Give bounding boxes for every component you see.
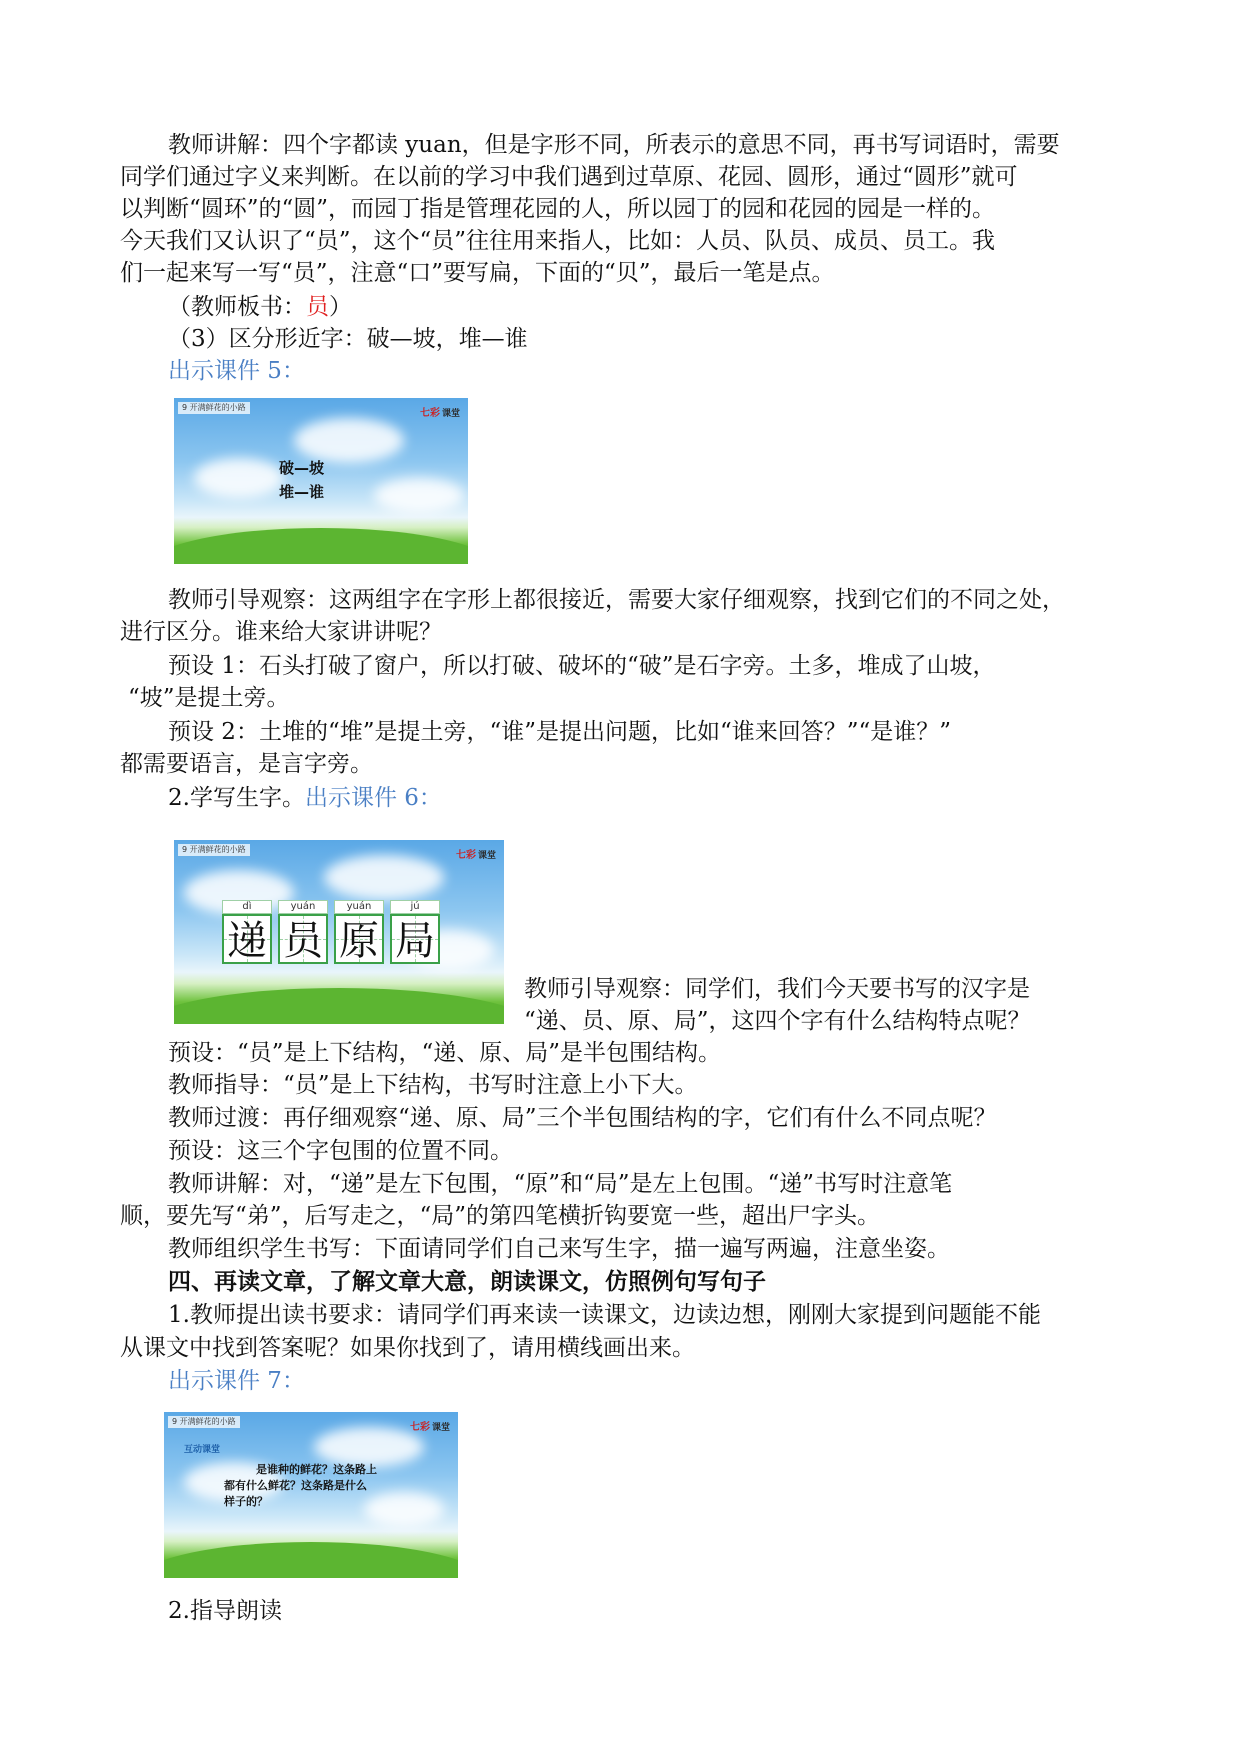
- paragraph-line: 预设：这三个字包围的位置不同。: [168, 1138, 513, 1164]
- slide-tab-label: 9 开满鲜花的小路: [178, 844, 250, 856]
- paragraph-line: 们一起来写一写“员”，注意“口”要写扁，下面的“贝”，最后一笔是点。: [120, 260, 835, 286]
- board-note: [168, 290, 352, 324]
- character-box: 原: [334, 914, 384, 964]
- pinyin-box: yuán: [278, 900, 328, 914]
- slide-logo: 七彩 课堂: [455, 850, 496, 861]
- section-heading-4: 四、再读文章，了解文章大意，朗读课文，仿照例句写句子: [168, 1268, 766, 1295]
- slide-text: 堆—谁: [279, 483, 325, 501]
- paragraph-line: 教师讲解：对，“递”是左下包围，“原”和“局”是左上包围。“递”书写时注意笔: [168, 1171, 953, 1197]
- character-box: 递: [222, 914, 272, 964]
- paragraph-line: 预设 2：土堆的“堆”是提土旁，“谁”是提出问题，比如“谁来回答？”“是谁？”: [168, 719, 952, 745]
- slide-text: 是谁种的鲜花？这条路上: [256, 1463, 377, 1476]
- paragraph-line: “坡”是提土旁。: [128, 685, 290, 711]
- slide-tab-label: 9 开满鲜花的小路: [168, 1416, 240, 1428]
- show-slide-7-label: 出示课件 7：: [168, 1368, 305, 1394]
- board-char: 员: [306, 294, 329, 320]
- slide-6-image: [174, 840, 504, 1024]
- character-box: 员: [278, 914, 328, 964]
- slide-text: 破—坡: [279, 459, 325, 477]
- paragraph-line: 以判断“圆环”的“圆”，而园丁指是管理花园的人，所以园丁的园和花园的园是一样的。: [120, 196, 996, 222]
- show-slide-5-label: 出示课件 5：: [168, 358, 305, 384]
- pinyin-box: yuán: [334, 900, 384, 914]
- paragraph-line: “递、员、原、局”，这四个字有什么结构特点呢？: [524, 1008, 1031, 1034]
- paragraph-line: 同学们通过字义来判断。在以前的学习中我们遇到过草原、花园、圆形，通过“圆形”就可: [120, 164, 1018, 190]
- paragraph-line: 预设：“员”是上下结构，“递、原、局”是半包围结构。: [168, 1040, 722, 1066]
- paragraph-line: 今天我们又认识了“员”，这个“员”往往用来指人，比如：人员、队员、成员、员工。我: [120, 228, 996, 254]
- learn-write-text: 2.学写生字。: [168, 785, 305, 811]
- paragraph-line: 从课文中找到答案呢？如果你找到了，请用横线画出来。: [120, 1335, 695, 1361]
- paragraph-line: 教师过渡：再仔细观察“递、原、局”三个半包围结构的字，它们有什么不同点呢？: [168, 1105, 997, 1131]
- paragraph-line: 预设 1：石头打破了窗户，所以打破、破坏的“破”是石字旁。土多，堆成了山坡，: [168, 653, 996, 679]
- paragraph-line: 教师引导观察：同学们，我们今天要书写的汉字是: [524, 976, 1030, 1002]
- paragraph-line: 教师指导：“员”是上下结构，书写时注意上小下大。: [168, 1072, 698, 1098]
- show-slide-6-label: 出示课件 6：: [304, 785, 442, 811]
- character-box: 局: [390, 914, 440, 964]
- board-suffix: ）: [329, 294, 352, 320]
- slide-logo: 七彩 课堂: [409, 1422, 450, 1433]
- slide-badge: 互动课堂: [184, 1445, 221, 1455]
- paragraph-line: 1.教师提出读书要求：请同学们再来读一读课文，边读边想，刚刚大家提到问题能不能: [168, 1302, 1041, 1328]
- slide-text: 都有什么鲜花？这条路是什么: [224, 1479, 367, 1492]
- paragraph-line: 教师讲解：四个字都读 yuan，但是字形不同，所表示的意思不同，再书写词语时，需要: [168, 132, 1060, 158]
- item-3: （3）区分形近字：破—坡，堆—谁: [168, 326, 528, 352]
- learn-write-line: [168, 781, 442, 815]
- pinyin-box: dì: [222, 900, 272, 914]
- board-prefix: （教师板书：: [168, 294, 306, 320]
- paragraph-line: 进行区分。谁来给大家讲讲呢？: [120, 619, 442, 645]
- paragraph-line: 顺，要先写“弟”，后写走之，“局”的第四笔横折钩要宽一些，超出尸字头。: [120, 1203, 881, 1229]
- pinyin-box: jú: [390, 900, 440, 914]
- paragraph-line: 教师组织学生书写：下面请同学们自己来写生字，描一遍写两遍，注意坐姿。: [168, 1236, 950, 1262]
- slide-tab-label: 9 开满鲜花的小路: [178, 402, 250, 414]
- slide-7-image: [164, 1412, 458, 1578]
- paragraph-line: 教师引导观察：这两组字在字形上都很接近，需要大家仔细观察，找到它们的不同之处，: [168, 587, 1065, 613]
- paragraph-line: 都需要语言，是言字旁。: [120, 751, 373, 777]
- slide-text: 样子的？: [224, 1495, 268, 1508]
- paragraph-line: 2.指导朗读: [168, 1598, 282, 1624]
- slide-5-image: [174, 398, 468, 564]
- slide-logo: 七彩 课堂: [419, 408, 460, 419]
